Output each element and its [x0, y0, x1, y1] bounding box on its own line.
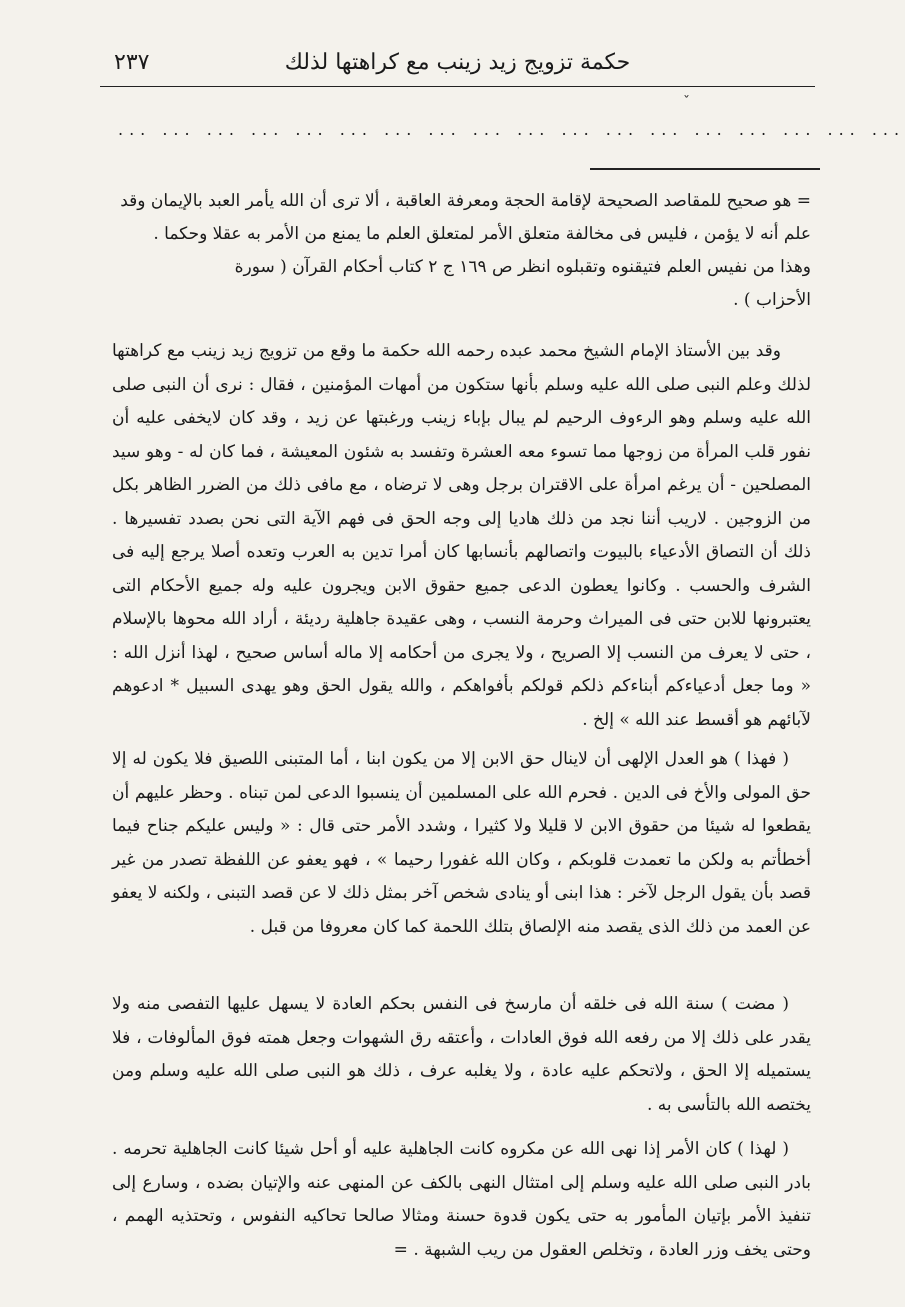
footnote-line: الأحزاب ) . [733, 290, 811, 310]
paragraph-custom [112, 988, 811, 1122]
footnote-line: علم أنه لا يؤمن ، فليس فى مخالفة متعلق الأمر لمتعلق العلم ما يمنع من الأمر به عقلا وحكما . [153, 224, 811, 244]
paragraph-obedience [112, 1133, 811, 1267]
paragraph-text: وقد بين الأستاذ الإمام الشيخ محمد عبده رحمه الله حكمة ما وقع من تزويج زيد زينب مع كراهتها لذلك وعلم النبى صلى الله عليه وسلم بأنها ستكون من أمهات المؤمنين ، فقال : نرى أن النبى صلى الله عليه وسلم وهو الرءوف الرحيم لم يبال بإباء زينب ورغبتها عن زيد ، وقد كان لايخفى عليه أن نفور قلب المرأة من زوجها مما تسوء معه العشرة وتفسد به شئون المعيشة ، فما كان له - وهو سيد المصلحين - أن يرغم امرأة على الاقتران برجل وهى لا ترضاه ، مع مافى ذلك من الضرر الظاهر بكل من الزوجين . لاريب أننا نجد من ذلك هاديا إلى وجه الحق فى فهم الآية التى نحن بصدد تفسيرها . ذلك أن التصاق الأدعياء بالبيوت واتصالهم بأنسابها كان أمرا تدين به العرب وتعده أصلا يرجع إليه فى الشرف والحسب . وكانوا يعطون الدعى جميع حقوق الابن ويجرون عليه وله جميع الأحكام التى يعتبرونها للابن حتى فى الميراث وحرمة النسب ، وهى عقيدة جاهلية رديئة ، أراد الله محوها بالإسلام ، حتى لا يعرف من النسب إلا الصريح ، ولا يجرى من أحكامه إلا ماله أساس صحيح ، لهذا أنزل الله : « وما جعل أدعياءكم أبناءكم ذلكم قولكم بأفواهكم ، والله يقول الحق وهو يهدى السبيل * ادعوهم لآبائهم هو أقسط عند الله » إلخ . [112, 341, 811, 730]
paragraph-text: ( لهذا ) كان الأمر إذا نهى الله عن مكروه كانت الجاهلية عليه أو أحل شيئا كانت الجاهلية تحرمه . بادر النبى صلى الله عليه وسلم إلى امتثال النهى بالكف عن المنهى عنه والإتيان بضده ، وسارع إلى تنفيذ الأمر بإتيان المأمور به حتى يكون قدوة حسنة ومثالا صالحا تحاكيه النفوس ، وتحتذيه الهمم ، وحتى يخف وزر العادة ، وتخلص العقول من ريب الشبهة . = [112, 1139, 811, 1260]
paragraph-divine-justice [112, 743, 811, 944]
footnote-line: وهذا من نفيس العلم فتيقنوه وتقبلوه انظر ص ١٦٩ ج ٢ كتاب أحكام القرآن ( سورة [234, 257, 811, 277]
tick-mark: ˇ [683, 94, 690, 110]
paragraph-muhammad-abduh [112, 335, 811, 737]
footnote-separator [590, 168, 820, 170]
paragraph-text: ( مضت ) سنة الله فى خلقه أن مارسخ فى النفس بحكم العادة لا يسهل عليها التفصى منه ولا يقدر على ذلك إلا من رفعه الله فوق العادات ، وأعتقه رق الشهوات وجعل همته فوق المألوفات ، فلا يستميله إلا الحق ، ولاتحكم عليه عادة ، ولا يغلبه عرف ، ذلك هو النبى صلى الله عليه وسلم ومن يختصه الله بالتأسى به . [112, 994, 811, 1115]
footnote-continuation [112, 185, 811, 317]
page-header [100, 46, 815, 87]
ellipsis-line: ... ... ... ... ... ... ... ... ... ... ... ... ... ... ... ... ... ... [118, 120, 905, 139]
page-number: ٢٣٧ [114, 50, 150, 75]
paragraph-text: ( فهذا ) هو العدل الإلهى أن لاينال حق الابن إلا من يكون ابنا ، أما المتبنى اللصيق فلا يكون له إلا حق المولى والأخ فى الدين . فحرم الله على المسلمين أن ينسبوا الدعى لمن تبناه . وحظر عليهم أن يقطعوا له شيئا من حقوق الابن لا قليلا ولا كثيرا ، وشدد الأمر حتى قال : « وليس عليكم جناح فيما أخطأتم به ولكن ما تعمدت قلوبكم ، وكان الله غفورا رحيما » ، فهو يعفو عن اللفظة تصدر من غير قصد بأن يقول الرجل لآخر : هذا ابنى أو ينادى شخص آخر بمثل ذلك لا عن قصد التبنى ، ولكنه لا يعفو عن العمد من ذلك الذى يقصد منه الإلصاق بتلك اللحمة كما كان معروفا من قبل . [112, 749, 811, 937]
running-title: حكمة تزويج زيد زينب مع كراهتها لذلك [284, 50, 631, 75]
footnote-line: = هو صحيح للمقاصد الصحيحة لإقامة الحجة ومعرفة العاقبة ، ألا ترى أن الله يأمر العبد بالإيمان وقد [120, 191, 811, 211]
